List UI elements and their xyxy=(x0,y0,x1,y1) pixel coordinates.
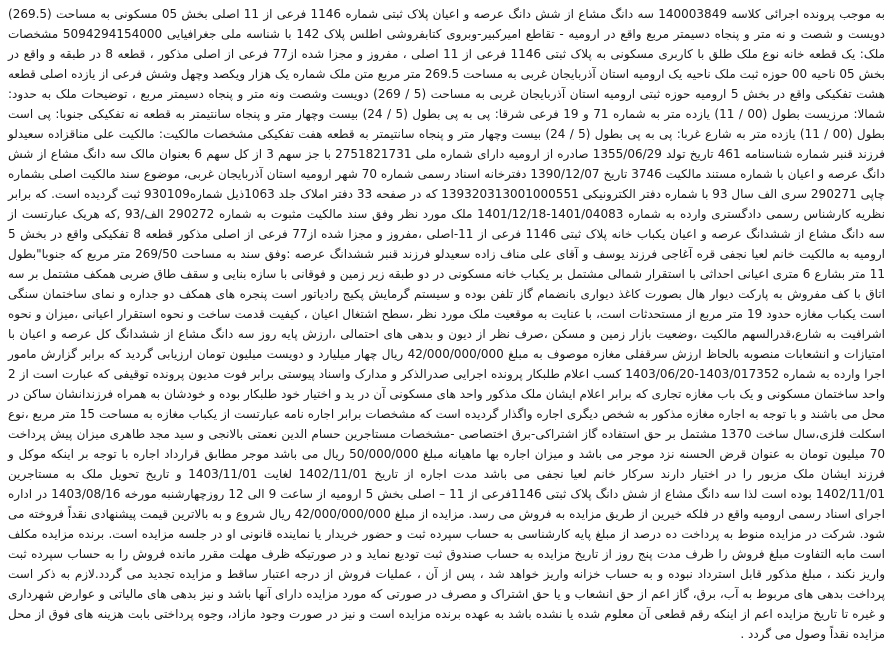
notice-body-text: به موجب پرونده اجرائی کلاسه 140003849 سه دانگ مشاع از شش دانگ عرصه و اعیان پلاک ثبتی شماره 1146 فرعی از 11 اصلی بخش 05 مسکونی به مساحت (269.5) دویست و شصت و نه متر و پنجاه دسیمتر مربع واقع در ارومیه - تقاطع امیرکبیر-وبروی کتابفروشی اطلس پلاک 142 با شناسه ملی جغرافیایی 5094294154000 مشخصات ملک: یک قطعه خانه نوع ملک طلق با کاربری مسکونی به پلاک ثبتی 1146 فرعی از 11 اصلی ، مفروز و مجزا شده از77 فرعی از اصلی مذکور ، قطعه 8 در طبقه و واقع در بخش 05 ناحیه 00 حوزه ثبت ملک ناحیه یک ارومیه استان آذربایجان غربی به مساحت 269.5 متر مربع متن ملک شماره یک هزار ویکصد وچهل وشش فرعی از یازده اصلی قطعه هشت تفکیکی واقع در بخش 5 ارومیه حوزه ثبتی ارومیه استان آذربایجان غربی به مساحت (5 / 269) دویست وشصت ونه متر و پنجاه دسیمتر مربع ، توضیحات ملک به حدود: شمالا: مرزیست بطول (00 / 11) یازده متر به شماره 71 و 19 فرعی شرقا: پی به پی بطول (5 / 24) بیست وچهار متر و پنجاه سانتیمتر به قطعه نه تفکیکی جنوبا: پی است بطول (00 / 11) یازده متر به شارع غربا: پی به پی بطول (5 / 24) بیست وچهار متر و پنجاه سانتیمتر به قطعه هفت تفکیکی مشخصات مالکیت: مالکیت علی مناقزاده سعیدلو فرزند قنبر شماره شناسنامه 461 تاریخ تولد 1355/06/29 صادره از ارومیه دارای شماره ملی 2751821731 با جز سهم 3 از کل سهم 6 بعنوان مالک سه دانگ مشاع از شش دانگ عرصه و اعیان با شماره مستند مالکیت 3746 تاریخ 1390/12/07 دفترخانه اسناد رسمی شماره 70 شهر ارومیه استان آذربایجان غربی، موضوع سند مالکیت اصلی بشماره چاپی 290271 سری الف سال 93 با شماره دفتر الکترونیکی 139320313001000551 که در صفحه 33 دفتر املاک جلد 1063ذیل شماره930109 ثبت گردیده است. که برابر نظریه کارشناس رسمی دادگستری وارده به شماره 1401/04083-1401/12/18 ملک مورد نظر وفق سند مالکیت مثبوت به شماره 290272 الف/93 ,که هریک عبارتست از سه دانگ مشاع از ششدانگ عرصه و اعیان یکباب خانه پلاک ثبتی 1146 فرعی از 11-اصلی ،مفروز و مجزا شده از77 فرعی از اصلی مذکور قطعه 8 تفکیکی واقع در بخش 5 ارومیه به مالکیت خانم لعیا نجفی قره آغاجی فرزند یوسف و آقای علی مناف زاده سعیدلو فرزند قنبر ششدانگ عرصه :وفق سند به مساحت 269/50 متر مربع که جنوبا"بطول 11 متر بشارع 6 متری اعیانی احداثی با استقرار شمالی مشتمل بر یکباب خانه مسکونی در دو طبقه زیر زمین و فوقانی با سازه بنایی و سقف طاق ضربی همکف مشتمل بر سه اتاق با کف مفروش به پارکت دیوار هال بصورت کاغذ دیواری بانضمام گاز تلفن بوده و سیستم گرمایش پکیج رادیاتور است پنجره های همکف دو جداره و نمای ساختمان سنگی است یکباب مغازه حدود 19 متر مربع از مستحدثات است، با عنایت به موقعیت ملک مورد نظر ،سطح اشتغال اعیان ، کیفیت قدمت ساخت و نحوه استقرار اعیانی ،میزان و نحوه اشرافیت به شارع،قدرالسهم مالکیت ،وضعیت بازار زمین و مسکن ،صرف نظر از دیون و بدهی های احتمالی ،ارزش پایه روز سه دانگ مشاع از ششدانگ کل عرصه و اعیان با امتیازات و انشعابات منصوبه بالحاظ ارزش سرقفلی مغازه موصوف به مبلغ 42/000/000/000 ریال چهار میلیارد و دویست میلیون تومان ارزیابی گردید که برابر گزارش مامور اجرا وارده به شماره 1403/017352-1403/06/20 کسب اعلام طلبکار پرونده اجرایی صدرالذکر و مدارک واسناد پیوستی برابر فوت مدیون پرونده توقیفی که عبارت است از 2 واحد ساختمان مسکونی و یک باب مغازه تجاری که برابر اعلام ایشان ملک مذکور واحد های مسکونی آن در ید و اختیار خود طلبکار بوده و خودشان به همراه فرزندانشان ساکن در محل می باشند و با توجه به اجاره مغازه مذکور به شخص دیگری اجاره واگذار گردیده است که مشخصات برابر اجاره نامه عبارتست از یکباب مغازه به مساحت 15 متر مربع ،نوع اسکلت فلزی،سال ساخت 1370 مشتمل بر حق استفاده گاز اشتراکی-برق اختصاصی -مشخصات مستاجرین حسام الدین نعمتی بالانجی و سید مجد طاهری میزان پیش پرداخت 70 میلیون تومان به عنوان قرض الحسنه نزد موجر می باشد و میزان اجاره بها ماهیانه مبلغ 50/000/000 ریال می باشد موجر مطابق قرارداد اجاره با توجه بر اینکه موکل و فرزند ایشان ملک مزبور را در اختیار دارند سرکار خانم لعیا نجفی می باشد مدت اجاره از تاریخ 1402/11/01 لغایت 1403/11/01 و تاریخ تحویل ملک به مستاجرین 1402/11/01 بوده است لذا سه دانگ مشاع از شش دانگ پلاک ثبتی 1146فرعی از 11 – اصلی بخش 5 ارومیه از ساعت 9 الی 12 روزچهارشنبه مورخه 1403/08/16 در اداره اجرای اسناد رسمی ارومیه واقع در فلکه خیرین از طریق مزایده به فروش می رسد. مزایده از مبلغ 42/000/000/000 ریال شروع و به بالاترین قیمت پیشنهادی نقداً فروخته می شود. شرکت در مزایده منوط به پرداخت ده درصد از مبلغ پایه کارشناسی به حساب سپرده ثبت و حضور خریدار یا نماینده قانونی او در جلسه مزایده است. برنده مزایده مکلف است مابه التفاوت مبلغ فروش را ظرف مدت پنج روز از تاریخ مزایده به حساب صندوق ثبت تودیع نماید و در صورتیکه ظرف مهلت مقرر مانده فروش را به حساب سپرده ثبت واریز نکند ، مبلغ مذکور قابل استرداد نبوده و به حساب خزانه واریز خواهد شد ، پس از آن ، عملیات فروش از درجه اعتبار ساقط و مزایده تجدید می گردد.لازم به ذکر است پرداخت بدهی های مربوط به آب، برق، گاز اعم از حق انشعاب و یا حق اشتراک و مصرف در صورتی که مورد مزایده دارای آنها باشد و نیز بدهی های مالیاتی و عوارض شهرداری و غیره تا تاریخ مزایده اعم از اینکه رقم قطعی آن معلوم شده یا نشده باشد به عهده برنده مزایده است و نیز در صورت وجود مازاد، وجوه پرداختی بابت هزینه های فوق از محل مزایده نقداً وصول می گردد . xyxy=(8,7,886,641)
